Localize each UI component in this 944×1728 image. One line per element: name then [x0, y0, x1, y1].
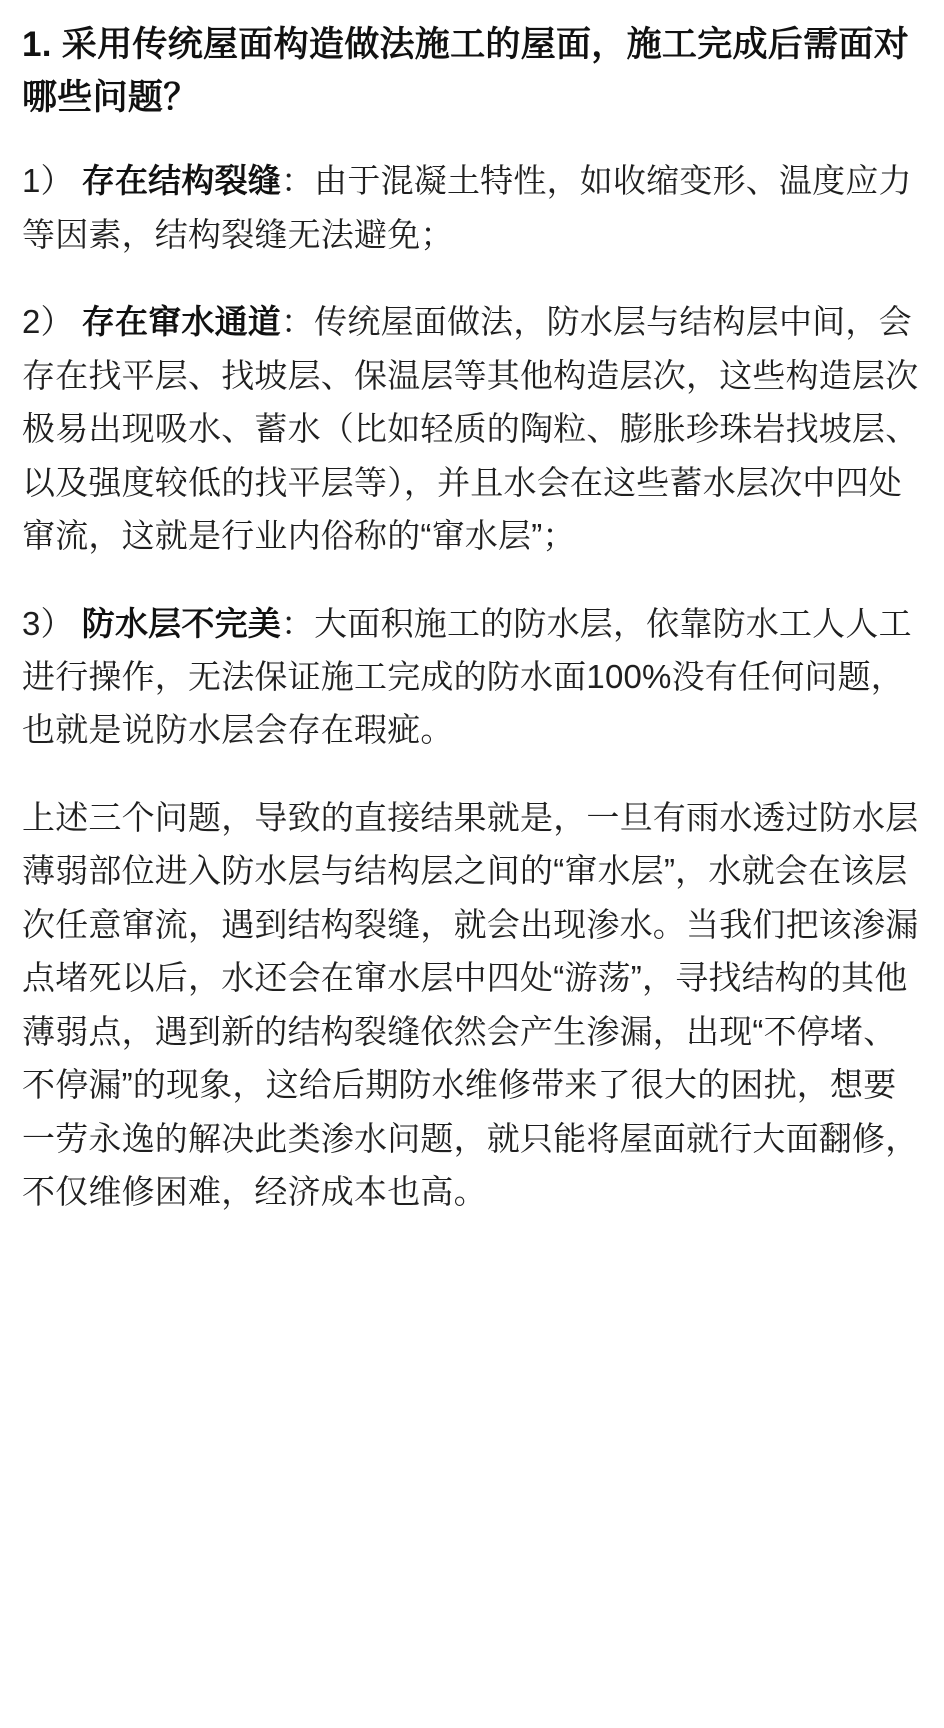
- list-item-marker: 2）: [22, 303, 74, 341]
- list-item-separator: ：: [280, 604, 315, 642]
- heading-number: 1.: [22, 25, 52, 64]
- list-item-separator: ：: [280, 162, 315, 200]
- list-item-separator: ：: [280, 303, 315, 341]
- list-item: [22, 154, 922, 261]
- page-title: [22, 18, 922, 124]
- list-item-lead: 防水层不完美: [81, 604, 281, 642]
- list-item-text: 传统屋面做法，防水层与结构层中间，会存在找平层、找坡层、保温层等其他构造层次，这些构造层次极易出现吸水、蓄水（比如轻质的陶粒、膨胀珍珠岩找坡层、以及强度较低的找平层等），并且水会在这些蓄水层次中四处窜流，这就是行业内俗称的“窜水层”；: [22, 303, 919, 555]
- heading-text: 采用传统屋面构造做法施工的屋面，施工完成后需面对哪些问题？: [22, 25, 909, 118]
- list-item-marker: 3）: [22, 604, 74, 642]
- list-item-marker: 1）: [22, 162, 74, 200]
- list-item-text: 由于混凝土特性，如收缩变形、温度应力等因素，结构裂缝无法避免；: [22, 162, 912, 253]
- list-item-lead: 存在窜水通道: [81, 303, 281, 341]
- list-item: [22, 295, 922, 562]
- summary-paragraph: 上述三个问题，导致的直接结果就是，一旦有雨水透过防水层薄弱部位进入防水层与结构层之间的“窜水层”，水就会在该层次任意窜流，遇到结构裂缝，就会出现渗水。当我们把该渗漏点堵死以后，水还会在窜水层中四处“游荡”，寻找结构的其他薄弱点，遇到新的结构裂缝依然会产生渗漏，出现“不停堵、不停漏”的现象，这给后期防水维修带来了很大的困扰，想要一劳永逸的解决此类渗水问题，就只能将屋面就行大面翻修，不仅维修困难，经济成本也高。: [22, 798, 919, 1211]
- list-item-lead: 存在结构裂缝: [81, 162, 281, 200]
- list-item-text: 大面积施工的防水层，依靠防水工人人工进行操作，无法保证施工完成的防水面100%没有任何问题，也就是说防水层会存在瑕疵。: [22, 604, 912, 749]
- list-item: [22, 597, 922, 757]
